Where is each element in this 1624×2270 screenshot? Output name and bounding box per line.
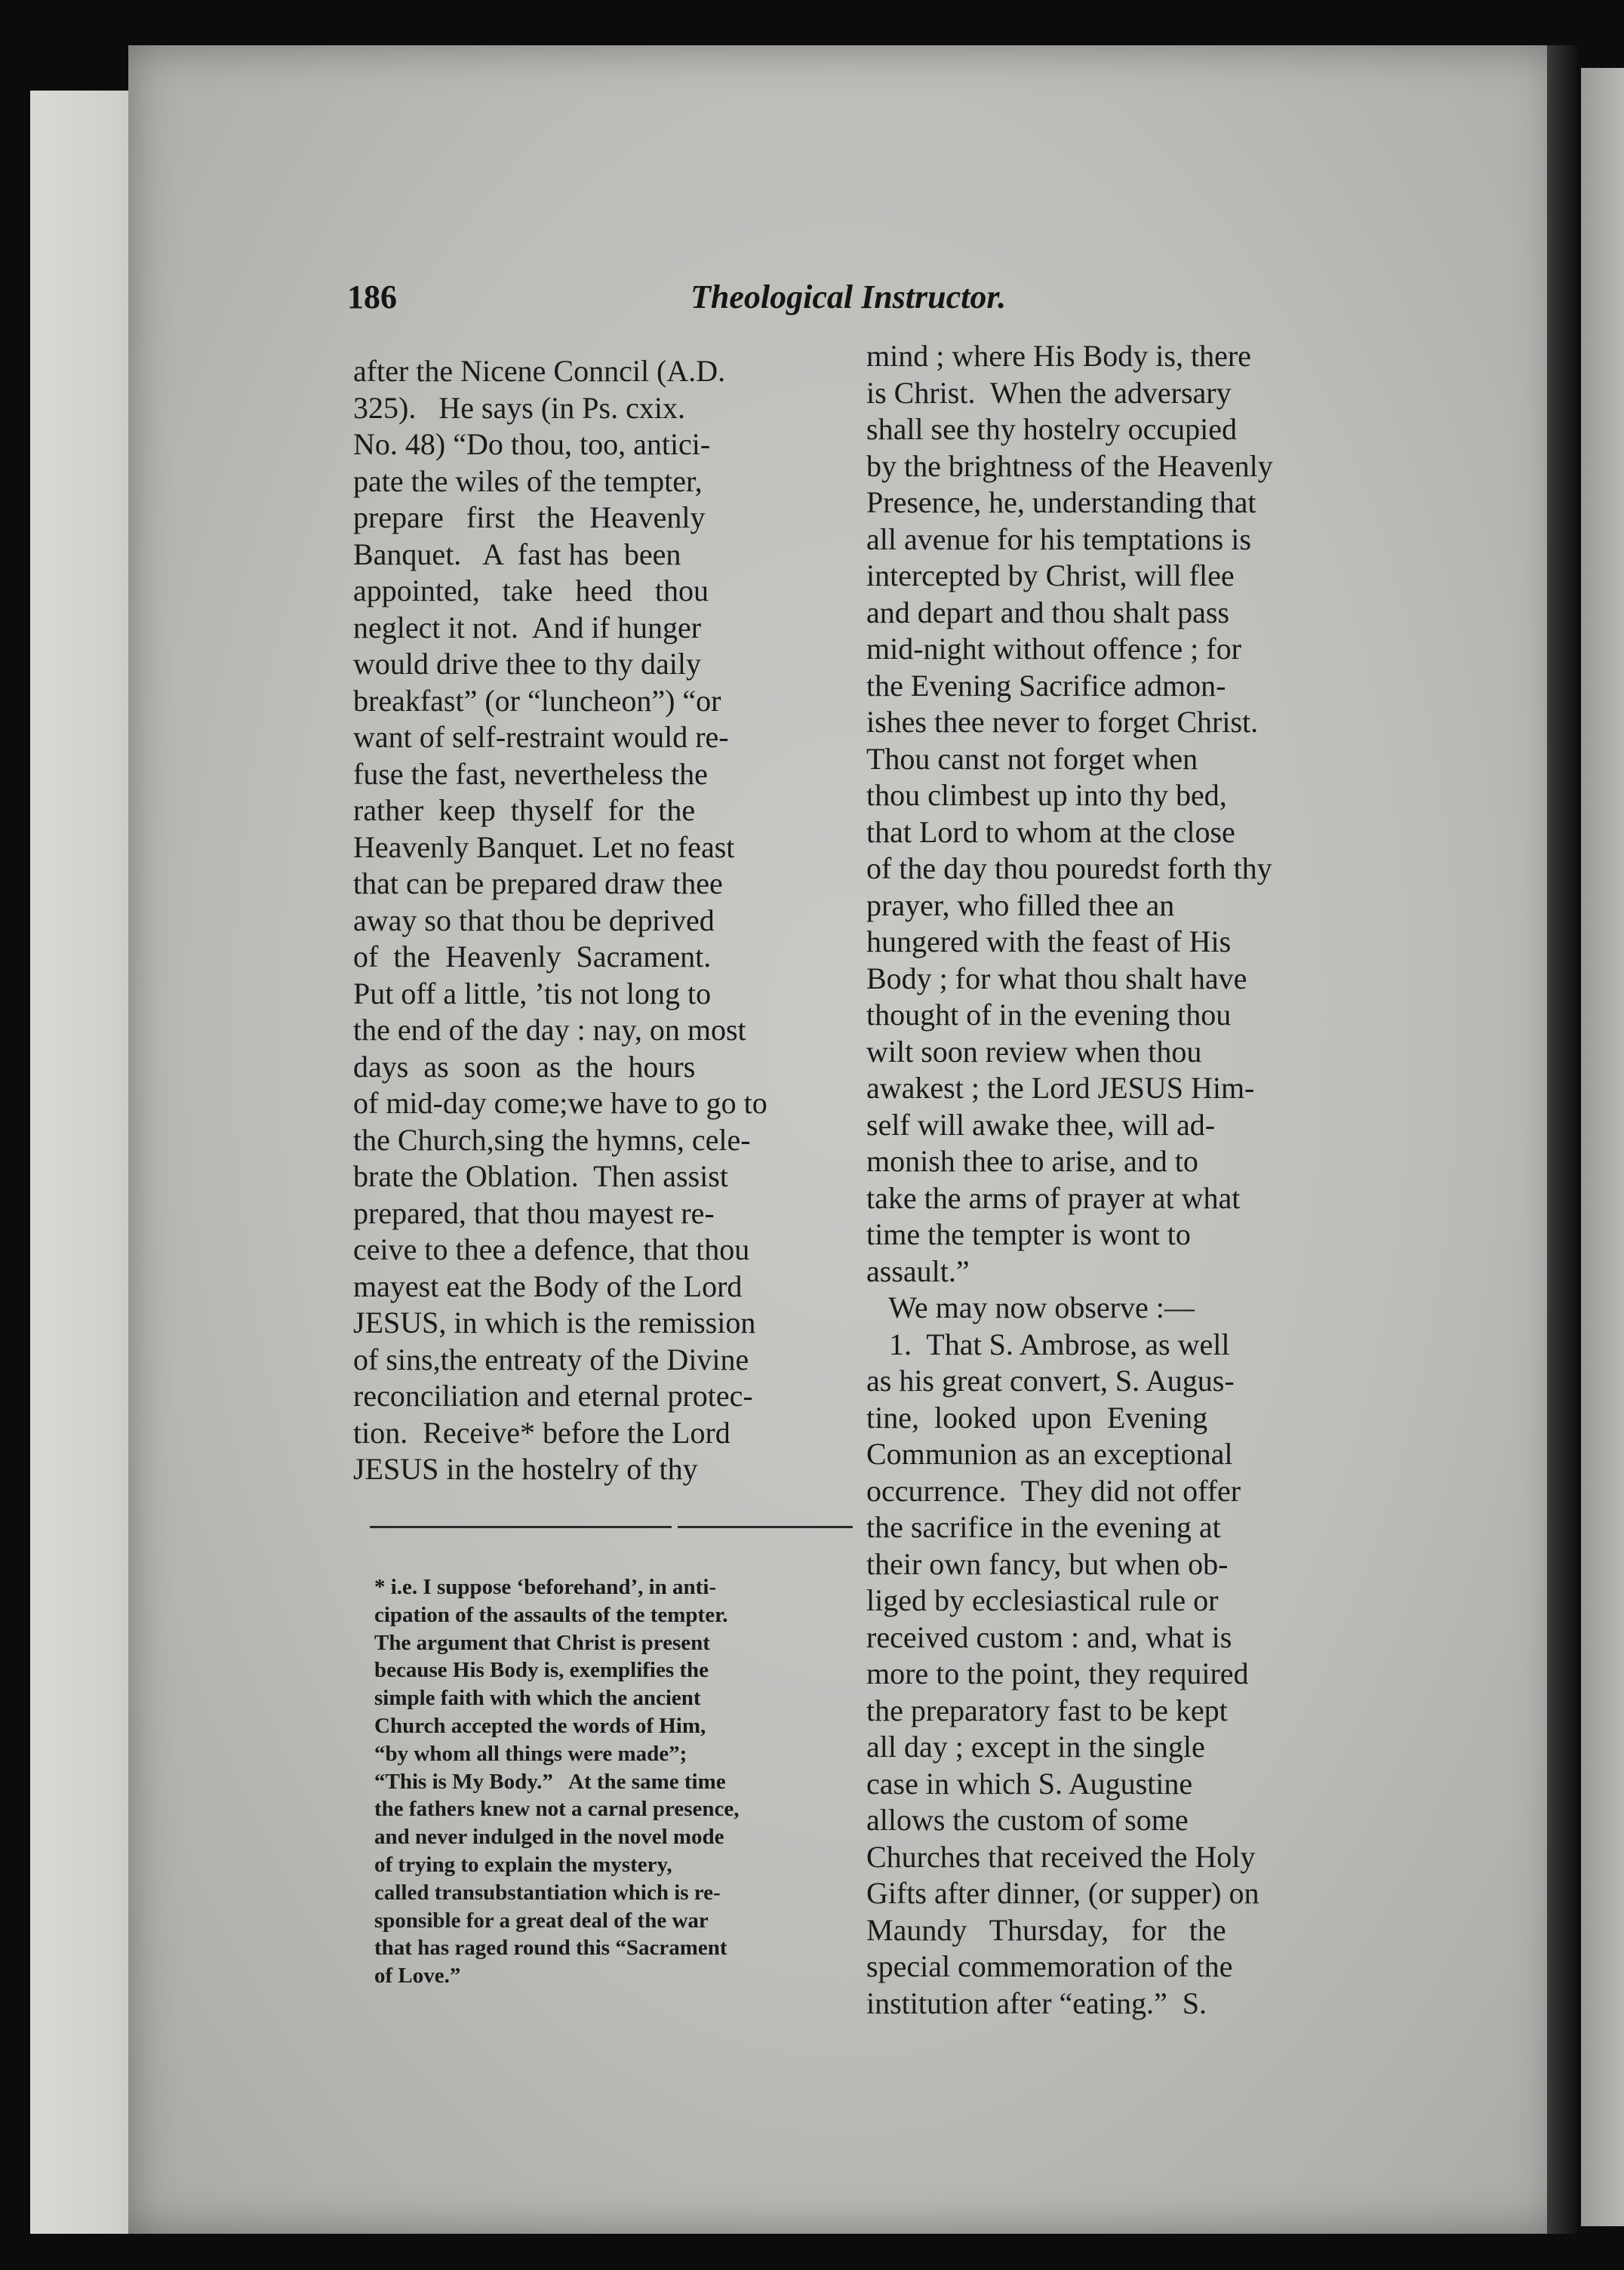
page-number: 186 xyxy=(347,278,397,315)
text-line: assault.” xyxy=(866,1253,970,1288)
right-column xyxy=(866,338,1364,2022)
text-line: Put off a little, ’tis not long to xyxy=(353,976,712,1010)
footnote-line: the fathers knew not a carnal presence, xyxy=(374,1797,740,1822)
text-line: and depart and thou shalt pass xyxy=(866,595,1229,629)
text-line: after the Nicene Conncil (A.D. xyxy=(353,354,726,388)
text-line: Maundy Thursday, for the xyxy=(866,1912,1226,1947)
text-line: shall see thy hostelry occupied xyxy=(866,412,1237,446)
text-line: No. 48) “Do thou, too, antici- xyxy=(353,427,711,461)
text-line: case in which S. Augustine xyxy=(866,1766,1193,1801)
text-line: fuse the fast, nevertheless the xyxy=(353,756,708,791)
text-line: more to the point, they required xyxy=(866,1656,1249,1690)
text-line: Gifts after dinner, (or supper) on xyxy=(866,1876,1260,1910)
text-line: wilt soon review when thou xyxy=(866,1034,1202,1069)
footnote-line: “This is My Body.” At the same time xyxy=(374,1769,726,1794)
text-line: brate the Oblation. Then assist xyxy=(353,1159,728,1193)
text-line: prepare first the Heavenly xyxy=(353,500,706,534)
text-line: by the brightness of the Heavenly xyxy=(866,448,1273,483)
text-line: their own fancy, but when ob- xyxy=(866,1546,1229,1581)
text-line: Churches that received the Holy xyxy=(866,1839,1256,1874)
text-line: self will awake thee, will ad- xyxy=(866,1107,1216,1142)
footnote-line: The argument that Christ is present xyxy=(374,1630,710,1655)
text-line: rather keep thyself for the xyxy=(353,793,696,827)
text-line: mid-night without offence ; for xyxy=(866,632,1241,666)
footnote-line: “by whom all things were made”; xyxy=(374,1741,687,1766)
text-line: tion. Receive* before the Lord xyxy=(353,1415,730,1450)
text-line: take the arms of prayer at what xyxy=(866,1180,1241,1215)
text-line: would drive thee to thy daily xyxy=(353,647,702,681)
text-line: as his great convert, S. Augus- xyxy=(866,1364,1235,1398)
text-line: of the day thou pouredst forth thy xyxy=(866,851,1272,885)
text-line: all day ; except in the single xyxy=(866,1730,1205,1764)
text-line: prayer, who filled thee an xyxy=(866,887,1175,922)
text-line: the sacrifice in the evening at xyxy=(866,1510,1221,1544)
text-line: the Evening Sacrifice admon- xyxy=(866,668,1226,703)
text-line: We may now observe :— xyxy=(866,1290,1195,1324)
text-line: Heavenly Banquet. Let no feast xyxy=(353,829,735,864)
text-line: hungered with the feast of His xyxy=(866,924,1232,958)
footnote-line: and never indulged in the novel mode xyxy=(374,1825,724,1850)
left-column xyxy=(353,353,844,1488)
running-title: Theological Instructor. xyxy=(691,278,1007,315)
footnote-line: cipation of the assaults of the tempter. xyxy=(374,1602,728,1627)
footnote-line: because His Body is, exemplifies the xyxy=(374,1658,709,1683)
text-line: Presence, he, understanding that xyxy=(866,485,1256,519)
facing-page-edge xyxy=(1581,68,1624,2226)
text-line: the Church,sing the hymns, cele- xyxy=(353,1122,751,1157)
text-line: liged by ecclesiastical rule or xyxy=(866,1583,1219,1617)
text-line: reconciliation and eternal protec- xyxy=(353,1379,753,1413)
footnote-line: * i.e. I suppose ‘beforehand’, in anti- xyxy=(374,1575,717,1599)
text-line: ceive to thee a defence, that thou xyxy=(353,1232,750,1266)
footnote-line: Church accepted the words of Him, xyxy=(374,1713,706,1738)
text-line: tine, looked upon Evening xyxy=(866,1400,1208,1435)
text-line: 1. That S. Ambrose, as well xyxy=(866,1327,1230,1361)
text-line: prepared, that thou mayest re- xyxy=(353,1195,715,1230)
footnote xyxy=(374,1573,872,1990)
footnote-line: of Love.” xyxy=(374,1964,461,1989)
text-line: 325). He says (in Ps. cxix. xyxy=(353,390,685,425)
text-line: monish thee to arise, and to xyxy=(866,1144,1198,1178)
text-line: time the tempter is wont to xyxy=(866,1217,1191,1251)
text-line: of sins,the entreaty of the Divine xyxy=(353,1342,749,1376)
page-gutter-shadow xyxy=(1547,45,1577,2234)
text-line: received custom : and, what is xyxy=(866,1619,1232,1654)
text-line: mind ; where His Body is, there xyxy=(866,339,1251,373)
text-line: the end of the day : nay, on most xyxy=(353,1013,746,1047)
page-header xyxy=(347,278,1343,323)
text-line: appointed, take heed thou xyxy=(353,574,709,607)
text-line: pate the wiles of the tempter, xyxy=(353,463,703,498)
text-line: breakfast” (or “luncheon”) “or xyxy=(353,683,721,718)
text-line: away so that thou be deprived xyxy=(353,903,715,937)
text-line: days as soon as the hours xyxy=(353,1049,696,1084)
text-line: Thou canst not forget when xyxy=(866,741,1198,776)
text-line: awakest ; the Lord JESUS Him- xyxy=(866,1071,1255,1105)
text-line: Banquet. A fast has been xyxy=(353,537,681,571)
text-line: occurrence. They did not offer xyxy=(866,1473,1241,1508)
text-line: of the Heavenly Sacrament. xyxy=(353,940,712,974)
text-line: special commemoration of the xyxy=(866,1949,1233,1983)
text-line: want of self-restraint would re- xyxy=(353,720,729,754)
footnote-line: called transubstantiation which is re- xyxy=(374,1880,721,1905)
text-line: thou climbest up into thy bed, xyxy=(866,778,1227,812)
text-line: that can be prepared draw thee xyxy=(353,866,723,900)
footnote-line: simple faith with which the ancient xyxy=(374,1686,701,1711)
footnote-line: of trying to explain the mystery, xyxy=(374,1852,672,1877)
footnote-line: that has raged round this “Sacrament xyxy=(374,1936,727,1961)
text-line: mayest eat the Body of the Lord xyxy=(353,1269,743,1303)
footnote-rule xyxy=(678,1526,853,1528)
text-line: intercepted by Christ, will flee xyxy=(866,558,1235,592)
text-line: of mid-day come;we have to go to xyxy=(353,1086,767,1120)
text-line: institution after “eating.” S. xyxy=(866,1985,1207,2020)
footnote-line: sponsible for a great deal of the war xyxy=(374,1908,709,1933)
text-line: that Lord to whom at the close xyxy=(866,814,1235,849)
footnote-rule xyxy=(370,1526,672,1528)
text-line: thought of in the evening thou xyxy=(866,998,1232,1032)
text-line: all avenue for his temptations is xyxy=(866,521,1251,556)
text-line: ishes thee never to forget Christ. xyxy=(866,705,1259,739)
text-line: allows the custom of some xyxy=(866,1803,1189,1837)
text-line: neglect it not. And if hunger xyxy=(353,610,702,644)
text-line: JESUS, in which is the remission xyxy=(353,1306,756,1340)
text-line: the preparatory fast to be kept xyxy=(866,1693,1228,1727)
text-line: is Christ. When the adversary xyxy=(866,375,1232,410)
text-line: JESUS in the hostelry of thy xyxy=(353,1452,698,1486)
text-line: Communion as an exceptional xyxy=(866,1437,1233,1471)
text-line: Body ; for what thou shalt have xyxy=(866,961,1247,995)
